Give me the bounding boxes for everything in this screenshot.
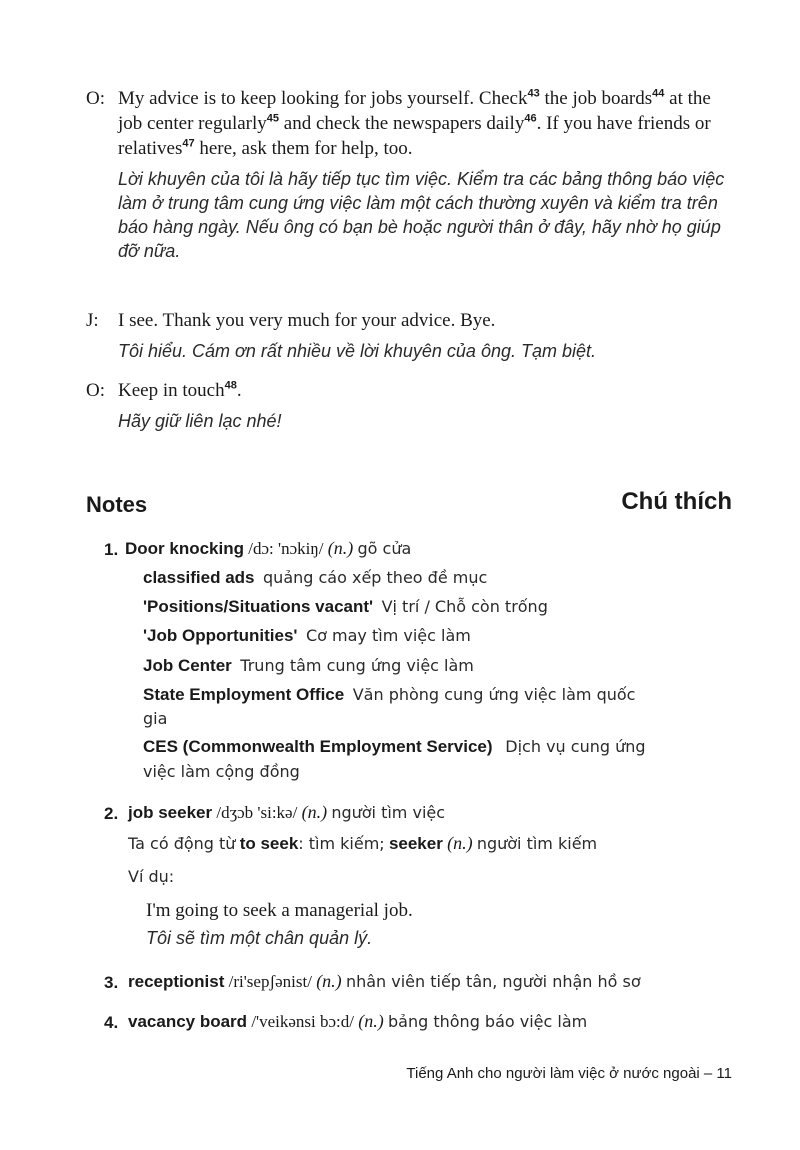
example-english: I'm going to seek a managerial job. [146,900,413,921]
speaker-label: O: [86,88,105,109]
example-label: Ví dụ: [128,867,175,886]
note-entry [128,1009,587,1034]
footnote-ref: 48 [224,379,237,392]
page-footer: Tiếng Anh cho người làm việc ở nước ngoài – 11 [406,1065,732,1082]
note-definition: nhân viên tiếp tân, người nhận hồ sơ [345,972,641,991]
phonetic: /ri'sepʃənist/ [228,972,312,991]
note-entry [125,536,411,561]
dialogue-vietnamese: Tôi hiểu. Cám ơn rất nhiều về lời khuyên của ông. Tạm biệt. [118,341,597,361]
footnote-ref: 45 [266,112,280,125]
notes-heading: Notes [86,492,148,517]
note-number: 3. [104,973,119,992]
phonetic: /dɔ: 'nɔkiŋ/ [248,539,324,558]
note-definition: bảng thông báo việc làm [388,1012,588,1031]
dialogue-vietnamese: Hãy giữ liên lạc nhé! [118,411,282,431]
footnote-ref: 46 [524,112,537,125]
phonetic: /dʒɔb 'si:kə/ [216,803,298,822]
sub-note: State Employment Office Văn phòng cung ứng việc làm quốc [143,685,636,704]
part-of-speech: (n.) [327,538,354,558]
sub-note: 'Job Opportunities' Cơ may tìm việc làm [143,626,471,645]
speaker-label: O: [86,380,105,401]
note-explanation: Ta có động từ to seek: tìm kiếm; seeker (n.) người tìm kiếm [128,833,598,853]
dialogue-turn-3 [86,378,736,433]
part-of-speech: (n.) [301,802,328,822]
speaker-label: J: [86,310,99,331]
dialogue-english: I see. Thank you very much for your advice. Bye. [118,310,496,331]
dialogue-turn-2 [86,308,736,363]
note-term: Door knocking [125,539,245,558]
note-number: 4. [104,1013,119,1032]
footnote-ref: 44 [652,87,665,100]
note-term: vacancy board [128,1012,248,1031]
sub-note: CES (Commonwealth Employment Service) Dịch vụ cung ứng [143,737,646,756]
part-of-speech: (n.) [316,971,342,991]
dialogue-turn-1 [86,86,736,263]
footnote-ref: 43 [527,87,540,100]
dialogue-english: Keep in touch$^{48}$. [118,379,242,401]
note-definition: gõ cửa [357,539,412,558]
note-term: receptionist [128,972,225,991]
note-entry [128,969,641,994]
footnote-ref: 47 [182,137,195,150]
note-number: 2. [104,804,119,823]
note-definition: người tìm việc [331,803,446,822]
sub-note-continuation: việc làm cộng đồng [143,762,300,781]
sub-note: classified ads quảng cáo xếp theo đề mục [143,568,488,587]
note-term: job seeker [128,803,213,822]
note-number: 1. [104,540,119,559]
dialogue-english: My advice is to keep looking for jobs yourself. Check$^{43}$ the job boards$^{44}$ at the job center regularly$^{45}$ and check the newspapers daily$^{46}$. If you have friends or relatives$^{47}$ here, ask them for help, too. [118,87,711,159]
part-of-speech: (n.) [358,1011,384,1031]
phonetic: /'veikənsi bɔ:d/ [251,1012,354,1031]
example-vietnamese: Tôi sẽ tìm một chân quản lý. [146,928,373,948]
sub-note: 'Positions/Situations vacant' Vị trí / Chỗ còn trống [143,597,548,616]
notes-heading-vietnamese: Chú thích [621,488,732,515]
sub-note-continuation: gia [143,709,168,728]
sub-note: Job Center Trung tâm cung ứng việc làm [143,656,474,675]
note-entry [128,800,445,825]
dialogue-vietnamese: Lời khuyên của tôi là hãy tiếp tục tìm việc. Kiểm tra các bảng thông báo việc làm ở trung tâm cung ứng việc làm một cách thường xuyên và kiểm tra trên báo hàng ngày. Nếu ông có bạn bè hoặc người thân ở đây, hãy nhờ họ giúp đỡ nữa. [118,169,725,261]
